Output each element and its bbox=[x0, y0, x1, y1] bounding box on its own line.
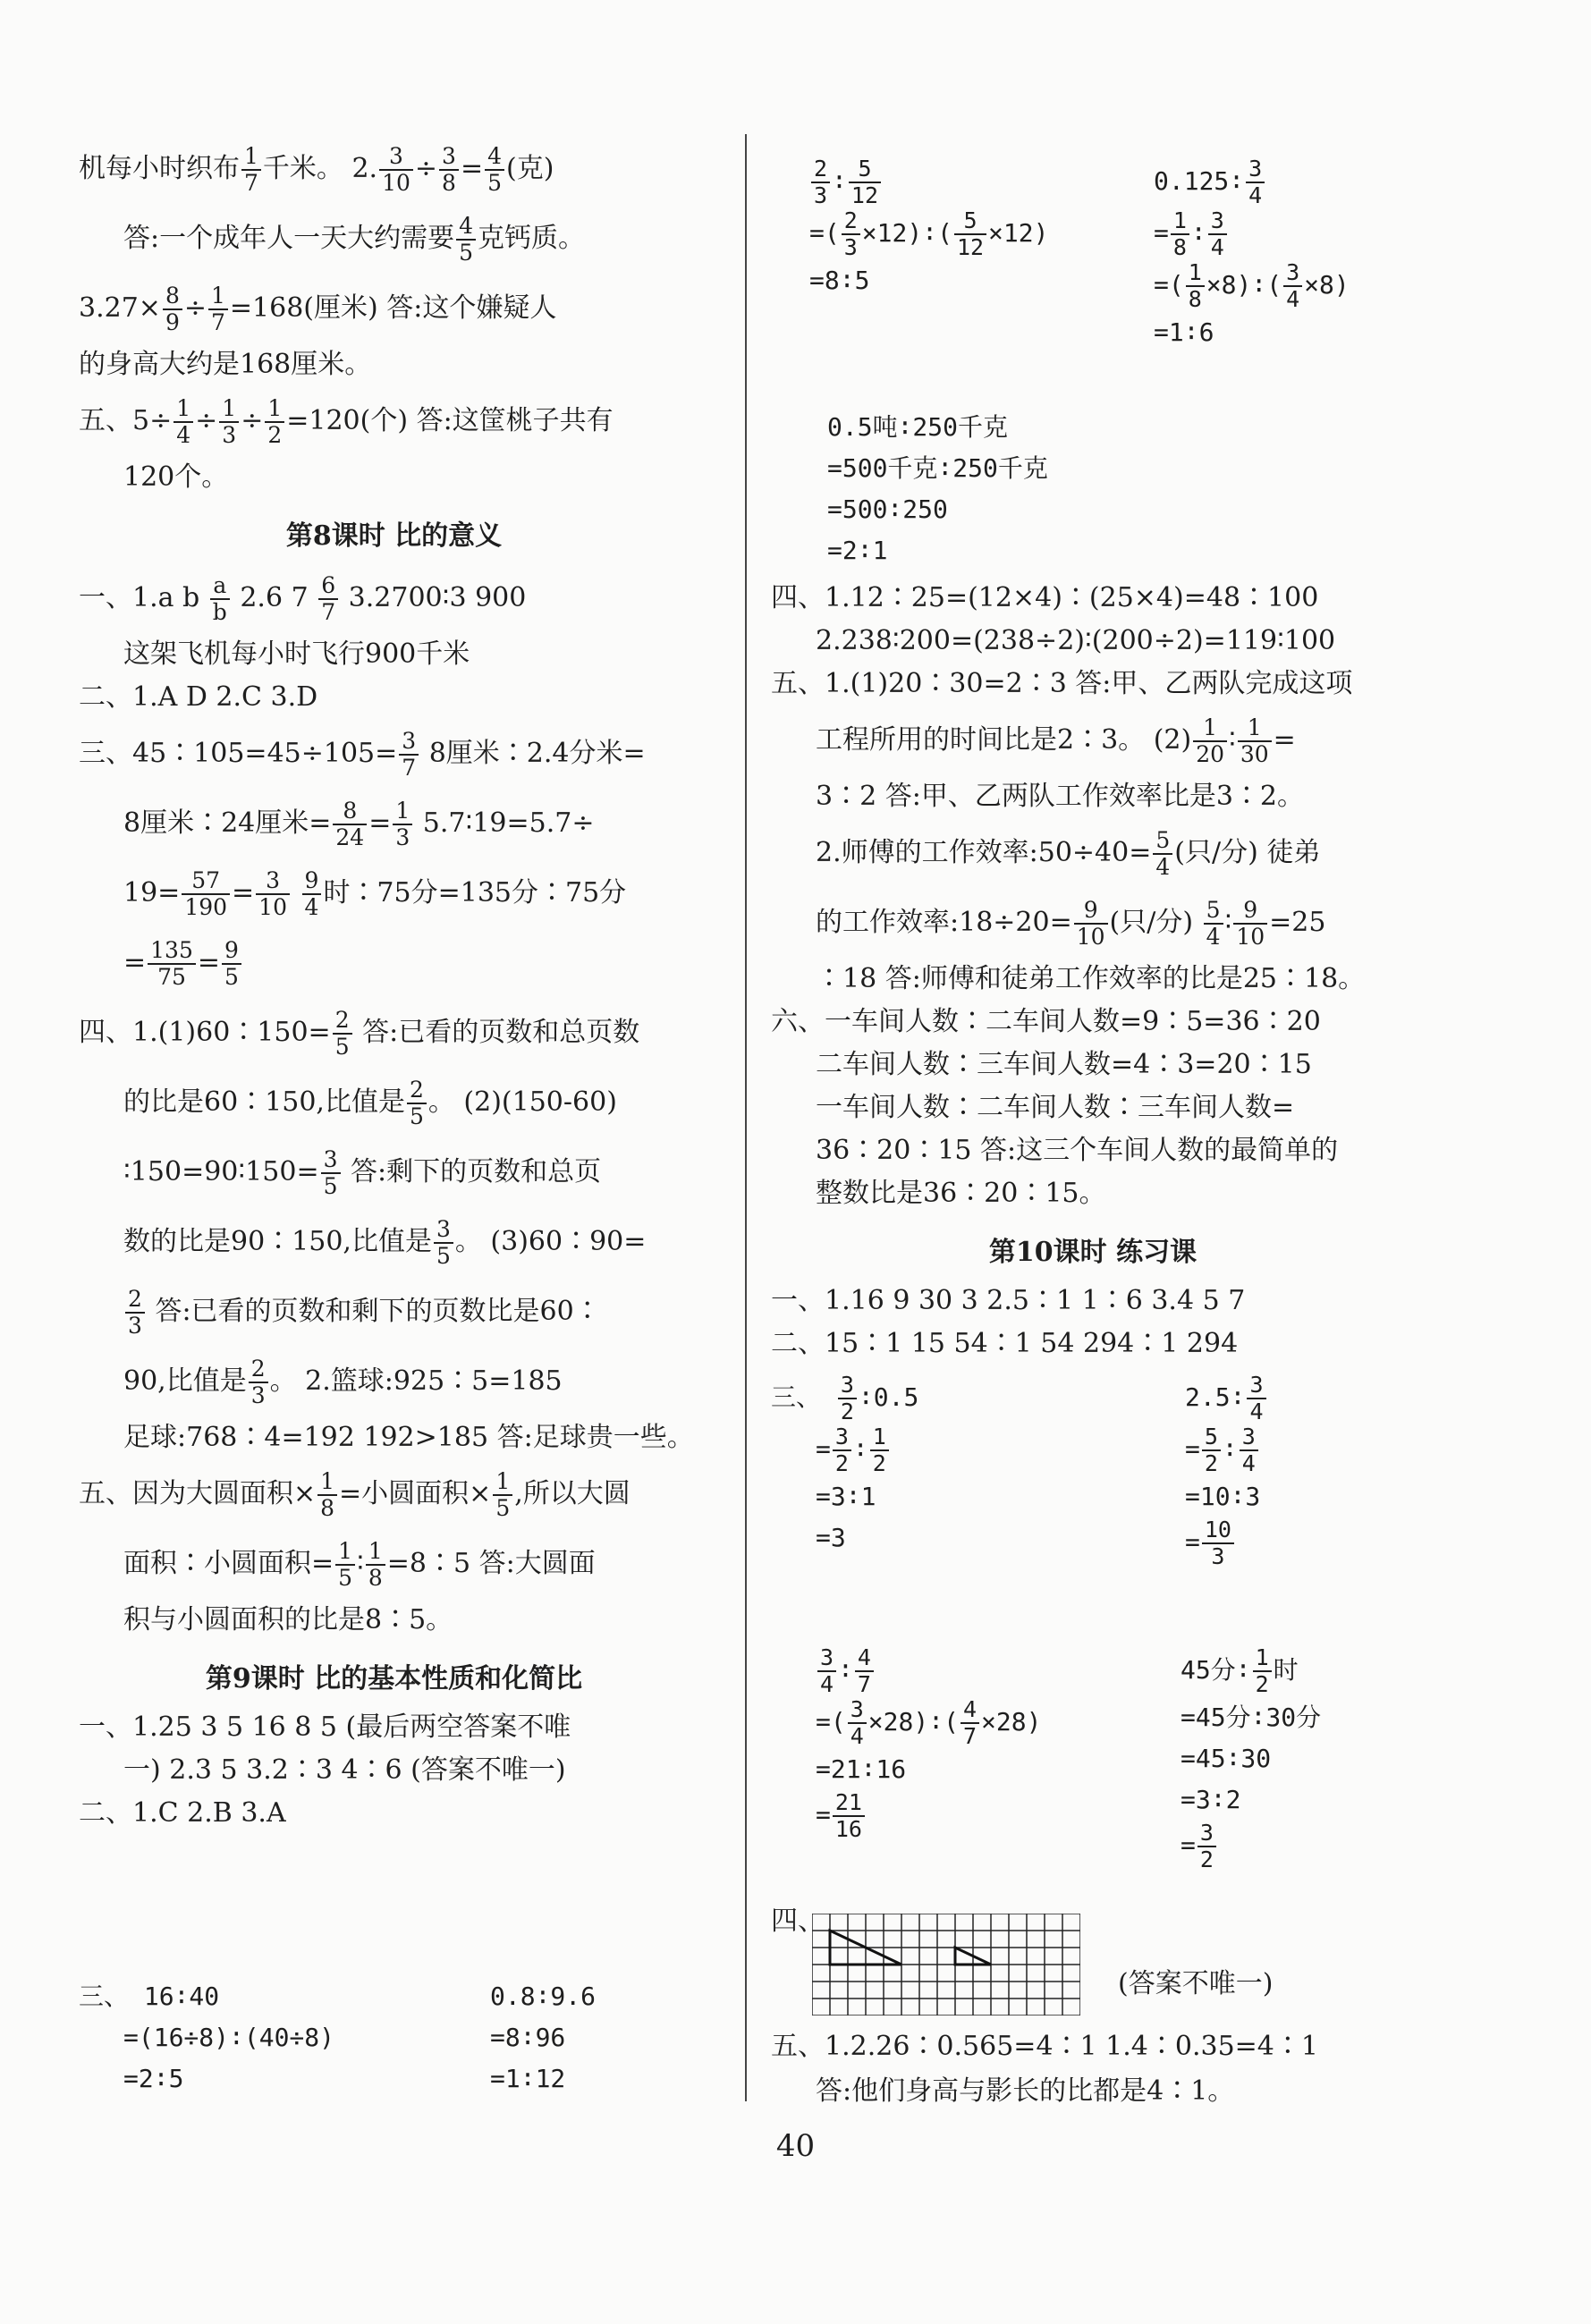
answer-line: 答:一个成年人一天大约需要 $\frac{4}{5}$ 克钙质。 bbox=[123, 213, 586, 266]
calc-block bbox=[1185, 1373, 1268, 1569]
page-number: 40 bbox=[775, 2128, 816, 2164]
answer-line: 机每小时织布 $\frac{1}{7}$ 千米。 2. $\frac{3}{10}$ ÷ $\frac{3}{8}$ = $\frac{4}{5}$ (克) bbox=[79, 143, 554, 196]
calc-line: =(16÷8)∶(40÷8) bbox=[123, 2023, 335, 2052]
answer-line: 五、1.2.26∶0.565=4∶1 1.4∶0.35=4∶1 bbox=[771, 2031, 1318, 2062]
calc-line: =21∶16 bbox=[816, 1754, 907, 1784]
answer-line: 二、1.A D 2.C 3.D bbox=[79, 681, 318, 713]
answer-line: 的身高大约是168厘米。 bbox=[79, 349, 372, 380]
answer-line: 数的比是90∶150,比值是 $\frac{3}{5}$ 。 (3)60∶90= bbox=[123, 1216, 647, 1269]
calc-block bbox=[79, 1976, 334, 2100]
right-column bbox=[771, 577, 1415, 1365]
answer-line: 2.师傅的工作效率:50÷40= $\frac{5}{4}$ (只/分) 徒弟 bbox=[816, 827, 1321, 880]
column-divider bbox=[745, 134, 747, 2101]
left-column bbox=[79, 134, 709, 1835]
calc-line: =500∶250 bbox=[827, 494, 948, 524]
answer-line: 四、1.12∶25=(12×4)∶(25×4)=48∶100 bbox=[771, 582, 1319, 613]
calc-line: 0.125∶ $\frac{3}{4}$ bbox=[1154, 156, 1350, 208]
answer-line: ∶18 答:师傅和徒弟工作效率的比是25∶18。 bbox=[816, 963, 1366, 994]
answer-line: 一) 2.3 5 3.2∶3 4∶6 (答案不唯一) bbox=[123, 1754, 566, 1786]
calc-block bbox=[809, 156, 1048, 301]
answer-line: 二车间人数∶三车间人数=4∶3=20∶15 bbox=[816, 1049, 1312, 1080]
answer-line: = $\frac{135}{75}$ = $\frac{9}{5}$ bbox=[79, 928, 709, 998]
answer-line: 8厘米∶24厘米= $\frac{8}{24}$ = $\frac{1}{3}$ 5.7∶19=5.7÷ bbox=[123, 798, 595, 850]
answer-line: 整数比是36∶20∶15。 bbox=[816, 1178, 1106, 1209]
answer-line: 3∶2 答:甲、乙两队工作效率比是3∶2。 bbox=[816, 781, 1304, 812]
calc-line: =2∶5 bbox=[123, 2064, 184, 2093]
answer-line: ∶150=90∶150= $\frac{3}{5}$ 答:剩下的页数和总页 bbox=[123, 1146, 602, 1199]
grid-note: (答案不唯一) bbox=[1118, 1968, 1274, 1999]
answer-line: 2.238∶200=(238÷2)∶(200÷2)=119∶100 bbox=[816, 625, 1336, 656]
answer-line: 36∶20∶15 答:这三个车间人数的最简单的 bbox=[816, 1135, 1339, 1166]
calc-line: 三、 16∶40 bbox=[79, 1982, 220, 2011]
calc-line: 0.5吨∶250千克 bbox=[827, 412, 1009, 442]
answer-line: $\frac{2}{3}$ 答:已看的页数和剩下的页数比是60∶ bbox=[79, 1277, 709, 1347]
calc-line: =3 bbox=[816, 1523, 846, 1552]
calc-block bbox=[490, 1976, 596, 2100]
calc-line: = $\frac{5}{2}$ ∶ $\frac{3}{4}$ bbox=[1185, 1424, 1268, 1476]
answer-line: 六、一车间人数∶二车间人数=9∶5=36∶20 bbox=[771, 1006, 1321, 1037]
answer-line: 19= $\frac{57}{190}$ = $\frac{3}{10}$ $\frac{9}{4}$ 时∶75分=135分∶75分 bbox=[123, 867, 627, 920]
answer-line: 的比是60∶150,比值是 $\frac{2}{5}$ 。 (2)(150-60) bbox=[123, 1077, 617, 1129]
calc-block bbox=[827, 407, 1048, 571]
calc-line: 0.8∶9.6 bbox=[490, 1982, 597, 2011]
answer-line: 二、15∶1 15 54∶1 54 294∶1 294 bbox=[771, 1328, 1239, 1359]
calc-line: =8∶5 bbox=[809, 266, 870, 295]
question-number: 四、 bbox=[771, 1906, 825, 1937]
answer-line: 四、1.(1)60∶150= $\frac{2}{5}$ 答:已看的页数和总页数 bbox=[79, 1007, 640, 1060]
answer-line: 一车间人数∶二车间人数∶三车间人数= bbox=[816, 1092, 1295, 1123]
calc-line: =1∶12 bbox=[490, 2064, 566, 2093]
answer-line: 工程所用的时间比是2∶3。 (2) $\frac{1}{20}$ ∶ $\frac{1}{30}$ = bbox=[816, 714, 1296, 767]
answer-line: 二、1.C 2.B 3.A bbox=[79, 1797, 286, 1829]
calc-line: =( $\frac{3}{4}$ ×28)∶( $\frac{4}{7}$ ×28) bbox=[816, 1696, 1042, 1749]
section-heading: 第9课时 比的基本性质和化简比 bbox=[205, 1663, 583, 1694]
calc-line: = $\frac{3}{2}$ bbox=[1181, 1821, 1321, 1872]
answer-line: 90,比值是 $\frac{2}{3}$ 。 2.篮球:925∶5=185 bbox=[123, 1356, 563, 1408]
calc-line: 45分∶ $\frac{1}{2}$ 时 bbox=[1181, 1644, 1299, 1697]
calc-line: =2∶1 bbox=[827, 536, 888, 565]
calc-line: $\frac{3}{4}$ ∶ $\frac{4}{7}$ bbox=[816, 1645, 1041, 1697]
calc-line: 2.5∶ $\frac{3}{4}$ bbox=[1185, 1373, 1268, 1424]
calc-line: =500千克∶250千克 bbox=[827, 453, 1048, 483]
calc-line: =8∶96 bbox=[490, 2023, 566, 2052]
answer-line: 足球:768∶4=192 192>185 答:足球贵一些。 bbox=[123, 1422, 694, 1453]
calc-line: =3∶1 bbox=[816, 1482, 876, 1511]
calc-line: =45分∶30分 bbox=[1181, 1703, 1322, 1732]
answer-line: 面积∶小圆面积= $\frac{1}{5}$ ∶ $\frac{1}{8}$ =8∶5 答:大圆面 bbox=[123, 1538, 596, 1591]
answer-line: 三、45∶105=45÷105= $\frac{3}{7}$ 8厘米∶2.4分米= bbox=[79, 728, 646, 781]
calc-line: =45∶30 bbox=[1181, 1744, 1272, 1773]
calc-line: 三、 $\frac{3}{2}$ ∶0.5 bbox=[771, 1372, 919, 1424]
graph-grid bbox=[812, 1914, 1080, 2016]
answer-line: 这架飞机每小时飞行900千米 bbox=[123, 638, 470, 670]
calc-line: =10∶3 bbox=[1185, 1482, 1261, 1511]
calc-line: = $\frac{1}{8}$ ∶ $\frac{3}{4}$ bbox=[1154, 208, 1350, 260]
calc-line: =3∶2 bbox=[1181, 1785, 1241, 1814]
calc-line: = $\frac{21}{16}$ bbox=[816, 1790, 1041, 1842]
answer-line: 积与小圆面积的比是8∶5。 bbox=[123, 1604, 453, 1635]
calc-line: =( $\frac{2}{3}$ ×12)∶( $\frac{5}{12}$ ×12) bbox=[809, 207, 1049, 260]
answer-line: 一、1.25 3 5 16 8 5 (最后两空答案不唯 bbox=[79, 1711, 571, 1743]
answer-line: 的工作效率:18÷20= $\frac{9}{10}$ (只/分) $\frac{5}{4}$ ∶ $\frac{9}{10}$ =25 bbox=[816, 897, 1326, 950]
answer-line: 3.27× $\frac{8}{9}$ ÷ $\frac{1}{7}$ =168(厘米) 答:这个嫌疑人 bbox=[79, 283, 557, 335]
calc-line: =( $\frac{1}{8}$ ×8)∶( $\frac{3}{4}$ ×8) bbox=[1154, 259, 1350, 312]
calc-block bbox=[1154, 156, 1350, 353]
calc-line: = $\frac{10}{3}$ bbox=[1185, 1517, 1268, 1569]
calc-line: =1∶6 bbox=[1154, 317, 1214, 347]
calc-line: = $\frac{3}{2}$ ∶ $\frac{1}{2}$ bbox=[771, 1424, 918, 1476]
answer-line: 五、5÷ $\frac{1}{4}$ ÷ $\frac{1}{3}$ ÷ $\frac{1}{2}$ =120(个) 答:这筐桃子共有 bbox=[79, 395, 614, 448]
answer-line: 一、1.16 9 30 3 2.5∶1 1∶6 3.4 5 7 bbox=[771, 1285, 1246, 1316]
answer-line: 答:他们身高与影长的比都是4∶1。 bbox=[816, 2075, 1235, 2107]
answer-line: 五、因为大圆面积× $\frac{1}{8}$ =小圆面积× $\frac{1}{5}$ ,所以大圆 bbox=[79, 1468, 630, 1521]
section-heading: 第8课时 比的意义 bbox=[285, 520, 503, 552]
answer-line: 五、1.(1)20∶30=2∶3 答:甲、乙两队完成这项 bbox=[771, 668, 1353, 699]
calc-line: $\frac{2}{3}$ ∶ $\frac{5}{12}$ bbox=[809, 156, 1048, 208]
answer-line: 120个。 bbox=[123, 461, 229, 493]
calc-block bbox=[1181, 1645, 1321, 1872]
answer-line: 一、1.a b $\frac{a}{b}$ 2.6 7 $\frac{6}{7}$ 3.2700∶3 900 bbox=[79, 572, 527, 625]
calc-block bbox=[816, 1645, 1041, 1842]
section-heading: 第10课时 练习课 bbox=[988, 1237, 1197, 1268]
calc-block bbox=[771, 1373, 918, 1559]
